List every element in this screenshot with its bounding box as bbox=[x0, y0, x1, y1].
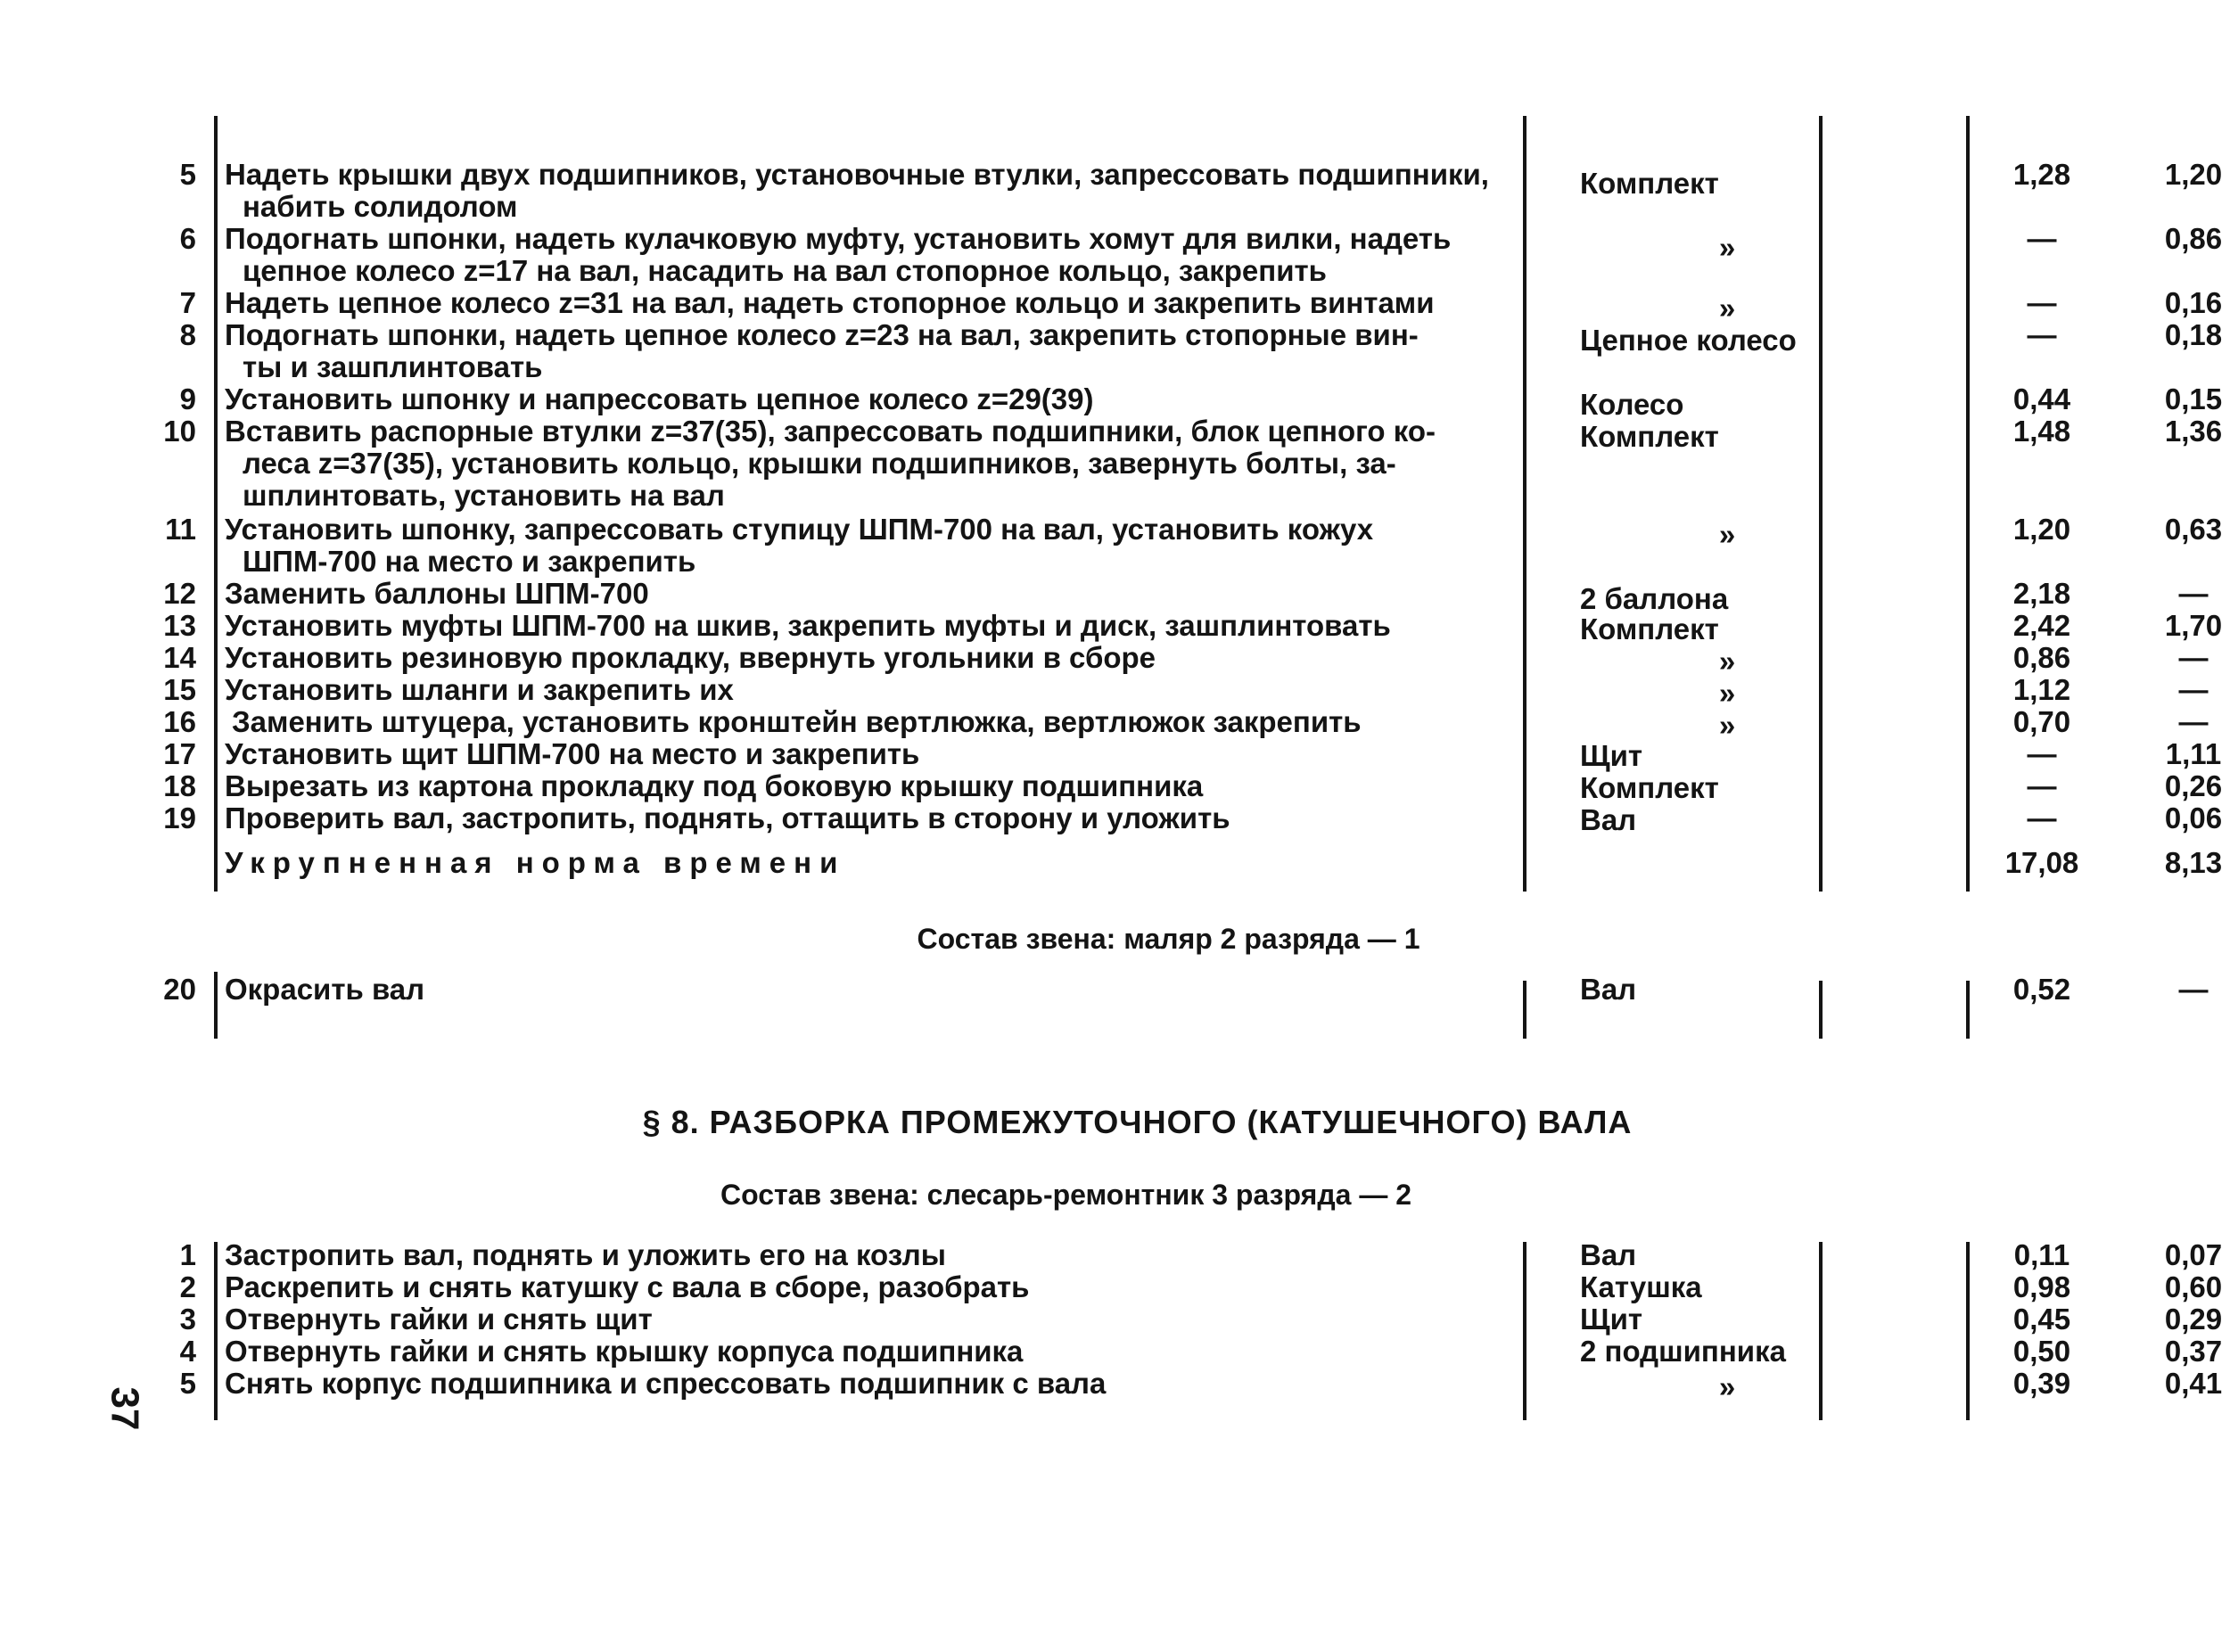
total-value-2: 8,13 bbox=[2164, 846, 2223, 879]
crew-painter-heading: Состав звена: маляр 2 разряда — 1 bbox=[917, 923, 1420, 955]
total-value-1: 17,08 bbox=[2004, 846, 2079, 879]
rule-desc-bottom bbox=[214, 1242, 218, 1420]
total-label: Укрупненная норма времени bbox=[225, 846, 846, 879]
row-unit: Комплект bbox=[1580, 167, 1719, 200]
row-description: Надеть крышки двух подшипников, установочные втулки, запрессовать подшипники, набить солидолом bbox=[225, 158, 1489, 223]
rule-v2-top bbox=[1966, 116, 1970, 892]
rule-desc-20 bbox=[214, 972, 218, 1039]
rule-v2-20 bbox=[1966, 981, 1970, 1039]
section-title: § 8. РАЗБОРКА ПРОМЕЖУТОЧНОГО (КАТУШЕЧНОГО) ВАЛА bbox=[642, 1104, 1633, 1140]
page-number: 37 bbox=[103, 1386, 147, 1431]
row-number: 5 bbox=[179, 158, 196, 191]
rule-desc-top bbox=[214, 116, 218, 892]
row-value-2: 1,20 bbox=[2164, 158, 2223, 191]
crew-fitter-heading: Состав звена: слесарь-ремонтник 3 разряда — 2 bbox=[720, 1179, 1412, 1211]
row-value-1: 1,28 bbox=[2012, 158, 2071, 191]
rule-v2-bottom bbox=[1966, 1242, 1970, 1420]
